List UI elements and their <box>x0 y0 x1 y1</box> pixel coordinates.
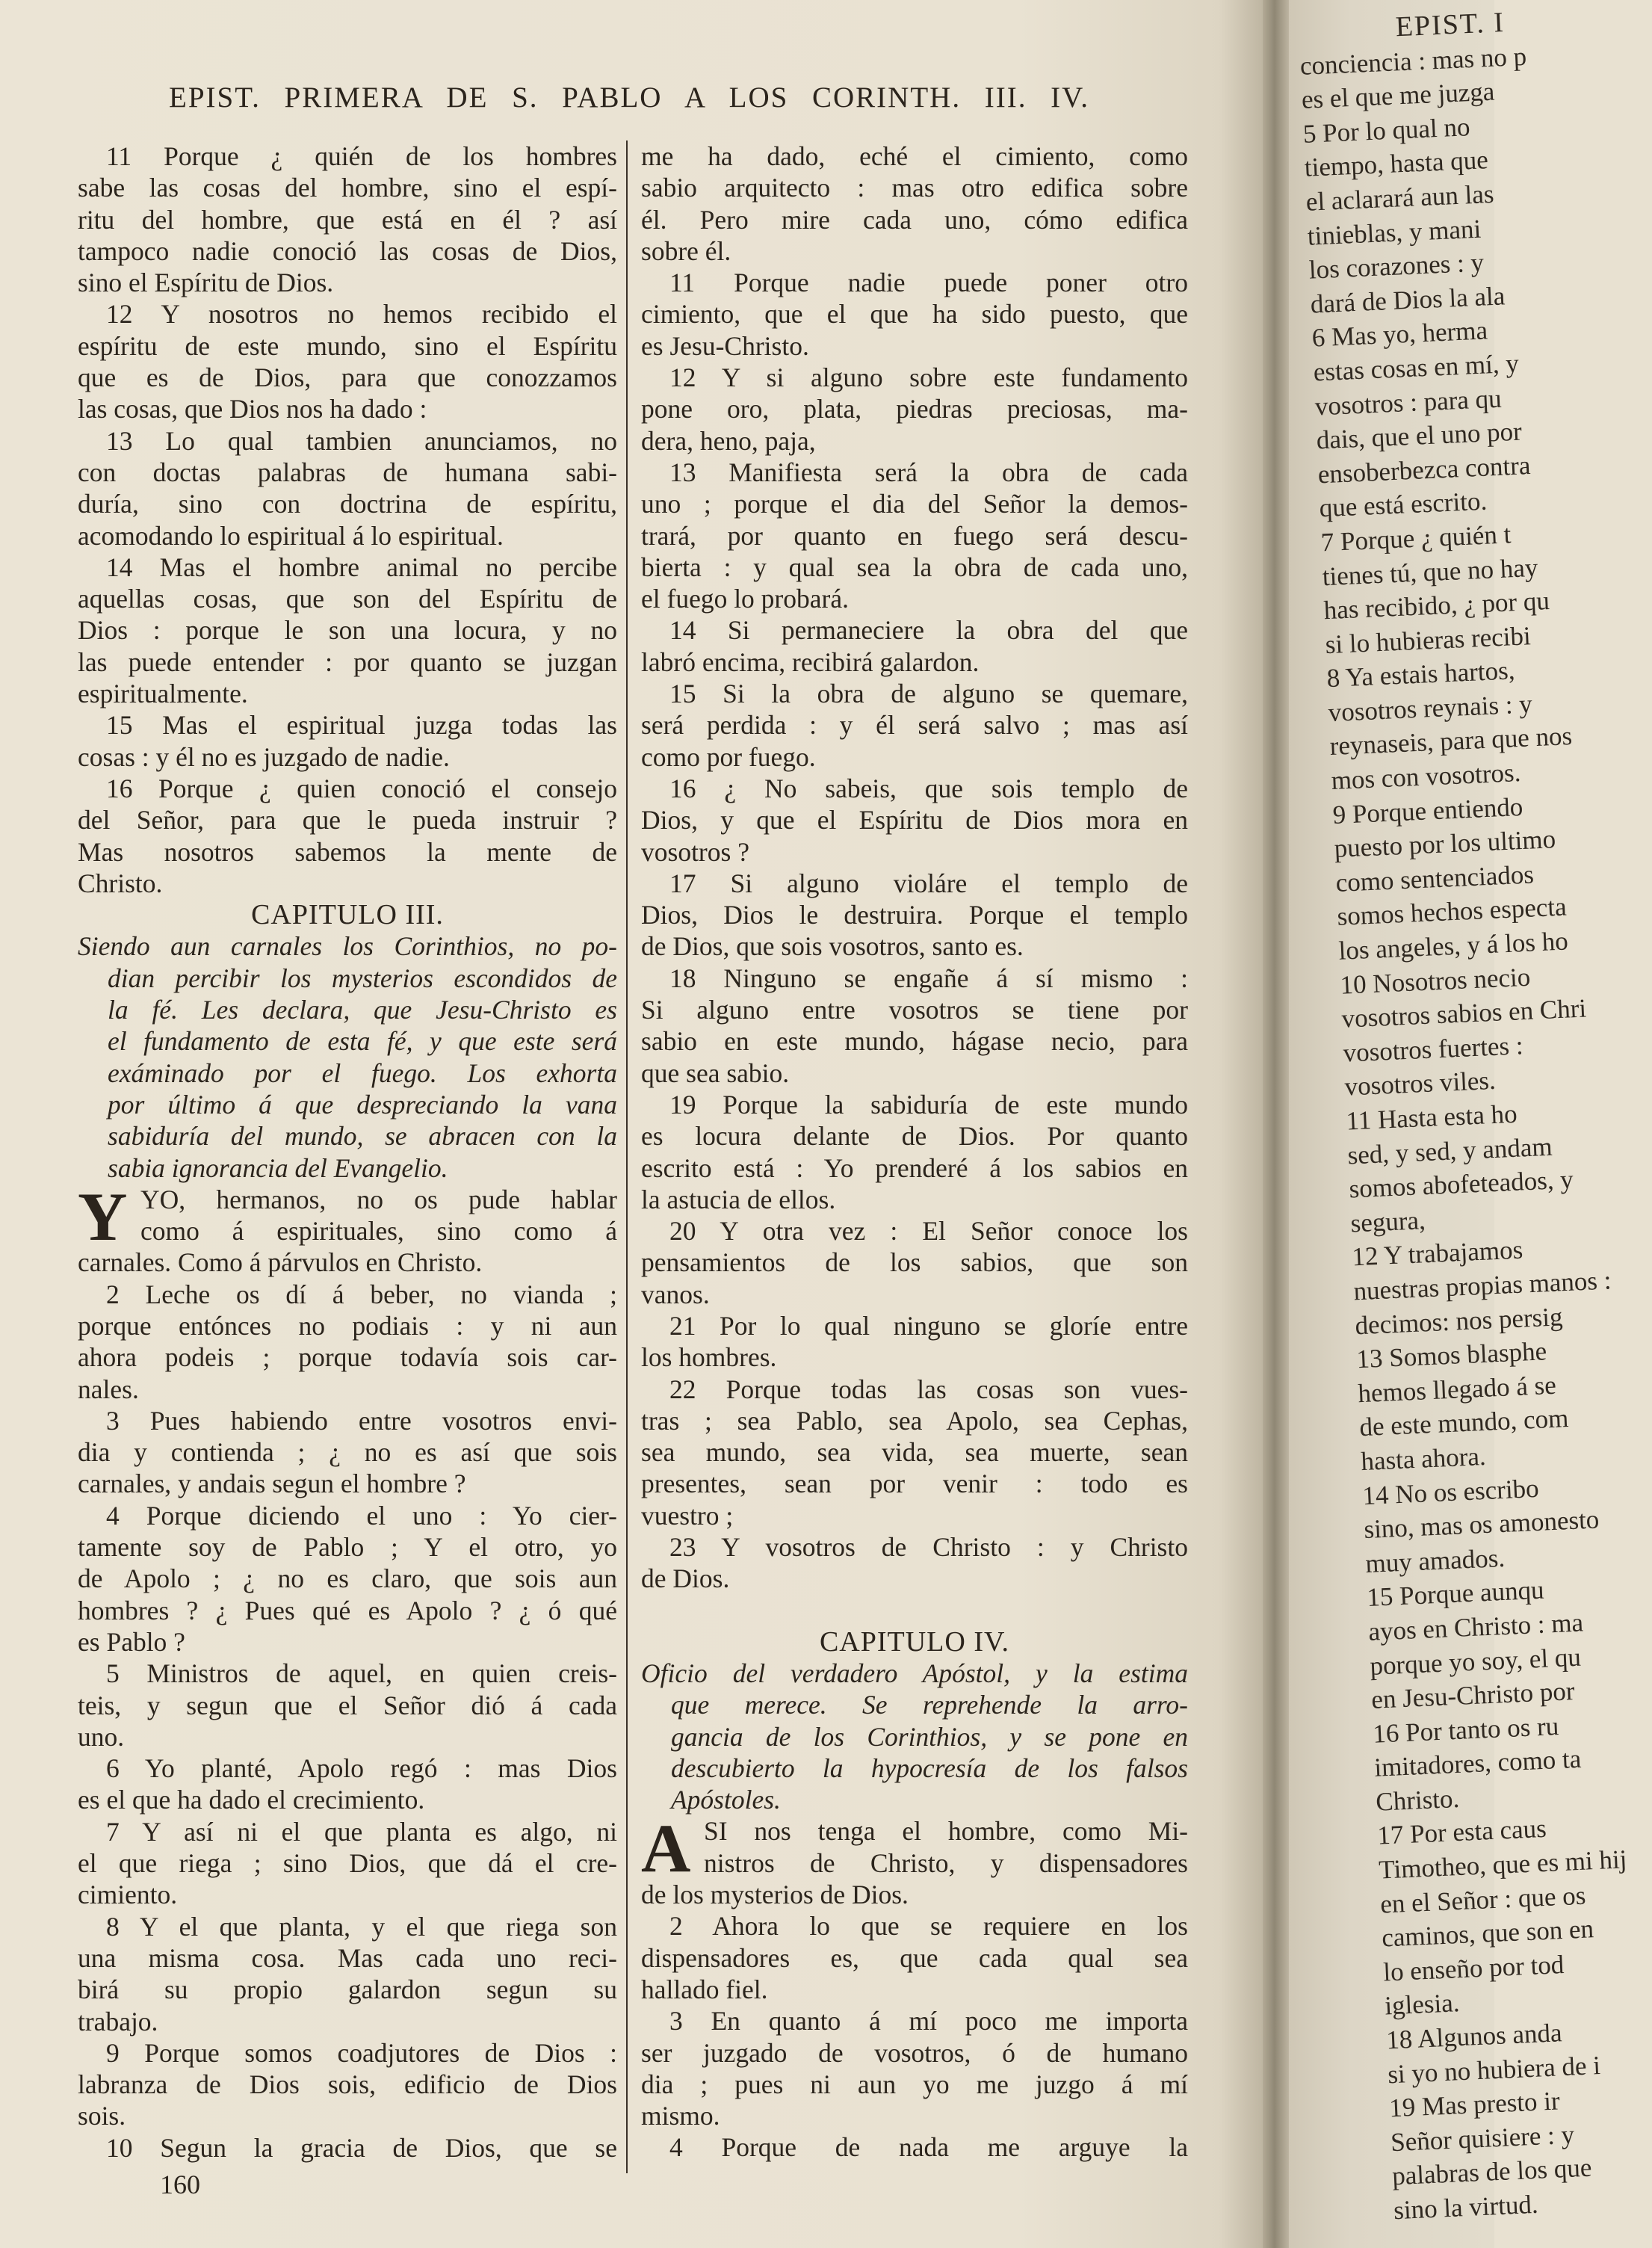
text-line: en el Señor : que os <box>1379 1880 1587 1919</box>
text-line: pone oro, plata, piedras preciosas, ma- <box>641 394 1188 424</box>
right-text-column <box>641 140 1188 2164</box>
verse <box>641 1089 1188 1215</box>
text-line: las puede entender : por quanto se juzgan <box>78 646 617 677</box>
text-line: hallado fiel. <box>641 1974 768 2004</box>
verse <box>78 1911 617 2037</box>
text-line: trabajo. <box>78 2006 158 2037</box>
text-line: hasta ahora. <box>1360 1441 1487 1477</box>
text-line: de este mundo, com <box>1358 1404 1570 1442</box>
text-line: bierta : y qual sea la obra de cada uno, <box>641 552 1188 582</box>
verse <box>78 1816 617 1911</box>
text-line: 2 Ahora lo que se requiere en los <box>669 1911 1188 1942</box>
text-line: decimos: nos persig <box>1354 1301 1564 1340</box>
text-line: es Pablo ? <box>78 1626 185 1657</box>
text-line: Christo. <box>1375 1783 1460 1817</box>
verse <box>78 552 617 709</box>
text-line: 12 Y si alguno sobre este fundamento <box>669 362 1188 393</box>
verse <box>641 868 1188 963</box>
verse <box>78 1658 617 1753</box>
text-line: ahora podeis ; porque todavía sois car- <box>78 1342 617 1373</box>
text-line: 4 Porque diciendo el uno : Yo cier- <box>106 1500 617 1531</box>
text-line: vosotros fuertes : <box>1342 1030 1524 1068</box>
drop-cap: A <box>641 1810 691 1887</box>
text-line: presentes, sean por venir : todo es <box>641 1469 1188 1499</box>
text-line: nistros de Christo, y dispensadores <box>704 1847 1188 1878</box>
text-line: los corazones : y <box>1308 247 1485 285</box>
text-line: 7 Y así ni el que planta es algo, ni <box>106 1816 617 1847</box>
text-line: trará, por quanto en fuego será descu- <box>641 520 1188 551</box>
text-line: 14 No os escribo <box>1361 1473 1540 1510</box>
text-line: tras ; sea Pablo, sea Apolo, sea Cephas, <box>641 1405 1188 1436</box>
page-number: 160 <box>160 2170 200 2199</box>
text-line: de los mysterios de Dios. <box>641 1880 909 1910</box>
text-line: Mas nosotros sabemos la mente de <box>78 836 617 867</box>
text-line: teis, y segun que el Señor dió á cada <box>78 1690 617 1720</box>
text-line: 19 Mas presto ir <box>1388 2086 1561 2123</box>
verse <box>78 709 617 773</box>
text-line: la astucia de ellos. <box>641 1184 836 1214</box>
text-line: sabe las cosas del hombre, sino el espí- <box>78 173 617 203</box>
verse <box>78 2037 617 2132</box>
text-line: labró encima, recibirá galardon. <box>641 646 980 677</box>
verse <box>78 773 617 899</box>
text-line: 20 Y otra vez : El Señor conoce los <box>669 1216 1188 1247</box>
text-line: Apóstoles. <box>671 1785 781 1815</box>
text-line: la fé. Les declara, que Jesu-Christo es <box>108 995 617 1025</box>
text-line: 21 Por lo qual ninguno se gloríe entre <box>669 1310 1188 1341</box>
verse <box>641 1531 1188 1595</box>
text-line: de Dios, que sois vosotros, santo es. <box>641 931 1024 962</box>
text-line: 8 Ya estais hartos, <box>1325 655 1516 694</box>
text-line: 3 Pues habiendo entre vosotros envi- <box>106 1405 617 1436</box>
text-line: porque yo soy, el qu <box>1369 1642 1582 1681</box>
text-line: vosotros : para qu <box>1314 383 1503 422</box>
text-line: sea mundo, sea vida, sea muerte, sean <box>641 1437 1188 1468</box>
text-line: mos con vosotros. <box>1330 758 1522 796</box>
text-line: es locura delante de Dios. Por quanto <box>641 1121 1188 1152</box>
text-line: si lo hubieras recibi <box>1324 620 1532 659</box>
text-line: ritu del hombre, que está en él ? así <box>78 204 617 235</box>
text-line: muy amados. <box>1364 1543 1506 1578</box>
text-line: 8 Y el que planta, y el que riega son <box>106 1911 617 1942</box>
text-line: dais, que el uno por <box>1315 416 1523 455</box>
chapter-summary <box>78 930 617 1183</box>
verse <box>78 298 617 424</box>
verse <box>78 425 617 552</box>
verse <box>641 614 1188 678</box>
text-line: somos abofeteados, y <box>1348 1164 1574 1204</box>
text-line: sabia ignorancia del Evangelio. <box>108 1152 448 1183</box>
verse <box>641 963 1188 1089</box>
text-line: tinieblas, y mani <box>1307 214 1482 251</box>
text-line: birá su propio galardon segun su <box>78 1974 617 2005</box>
verse <box>641 1374 1188 1531</box>
verse <box>78 1753 617 1816</box>
text-line: Si alguno entre vosotros se tiene por <box>641 995 1188 1025</box>
verse <box>641 267 1188 362</box>
text-line: Oficio del verdadero Apóstol, y la estima <box>641 1658 1188 1688</box>
text-line: que está escrito. <box>1318 486 1488 523</box>
text-line: 23 Y vosotros de Christo : y Christo <box>669 1532 1188 1563</box>
text-line: sois. <box>78 2101 126 2131</box>
text-line: tienes tú, que no hay <box>1321 552 1539 591</box>
text-line: segura, <box>1349 1205 1426 1238</box>
text-line: 5 Ministros de aquel, en quien creis- <box>106 1658 617 1689</box>
text-line: vosotros ? <box>641 836 749 867</box>
chapter-opening <box>78 1178 617 1279</box>
text-line: ser juzgado de vosotros, ó de humano <box>641 2037 1188 2068</box>
text-line: como sentenciados <box>1334 859 1535 898</box>
text-line: Timotheo, que es mi hij <box>1378 1844 1628 1885</box>
text-line: dará de Dios la ala <box>1310 281 1506 319</box>
verse <box>641 2131 1188 2163</box>
text-line: por último á que despreciando la vana <box>108 1089 617 1120</box>
text-line: dia y contienda ; ¿ no es así que sois <box>78 1437 617 1468</box>
text-line: como á espirituales, sino como á <box>140 1216 617 1247</box>
text-line: lo enseño por tod <box>1382 1949 1565 1987</box>
text-line: puesto por los ultimo <box>1333 824 1556 864</box>
text-line: sino el Espíritu de Dios. <box>78 268 334 298</box>
text-line: exáminado por el fuego. Los exhorta <box>108 1057 617 1088</box>
text-line: 11 Porque nadie puede poner otro <box>669 268 1188 298</box>
text-line: conciencia : mas no p <box>1299 41 1527 81</box>
text-line: los hombres. <box>641 1342 777 1373</box>
verse <box>78 1500 617 1658</box>
text-line: aquellas cosas, que son del Espíritu de <box>78 584 617 614</box>
verse <box>78 2132 617 2164</box>
text-line: el aclarará aun las <box>1305 179 1495 217</box>
verse <box>641 140 1188 267</box>
text-line: carnales. Como á párvulos en Christo. <box>78 1247 483 1278</box>
text-line: las cosas, que Dios nos ha dado : <box>78 394 427 424</box>
verse <box>641 1310 1188 1374</box>
text-line: de Apolo ; ¿ no es claro, que sois aun <box>78 1563 617 1594</box>
left-text-column <box>78 140 617 2164</box>
text-line: tamente soy de Pablo ; Y el otro, yo <box>78 1532 617 1563</box>
text-line: él. Pero mire cada uno, cómo edifica <box>641 204 1188 235</box>
text-line: el fuego lo probará. <box>641 584 849 614</box>
text-line: es Jesu-Christo. <box>641 330 809 361</box>
text-line: caminos, que son en <box>1381 1914 1594 1953</box>
text-line: sabio arquitecto : mas otro edifica sobre <box>641 173 1188 203</box>
text-line: carnales, y andais segun el hombre ? <box>78 1469 466 1499</box>
text-line: 14 Mas el hombre animal no percibe <box>106 552 617 582</box>
text-line: descubierto la hypocresía de los falsos <box>671 1753 1188 1783</box>
text-line: ensoberbezca contra <box>1317 450 1532 490</box>
text-line: tampoco nadie conoció las cosas de Dios, <box>78 235 617 266</box>
text-line: 22 Porque todas las cosas son vues- <box>669 1374 1188 1404</box>
text-line: que sea sabio. <box>641 1057 790 1088</box>
text-line: sino la virtud. <box>1393 2189 1539 2226</box>
running-title: EPIST. PRIMERA DE S. PABLO A LOS CORINTH. III. IV. <box>169 81 1089 114</box>
text-line: 13 Manifiesta será la obra de cada <box>669 457 1188 487</box>
text-line: dian percibir los mysterios escondidos de <box>108 963 617 993</box>
verse <box>78 1279 617 1405</box>
text-line: 6 Yo planté, Apolo regó : mas Dios <box>106 1753 617 1784</box>
verse <box>641 362 1188 457</box>
text-line: Dios, Dios le destruira. Porque el templo <box>641 900 1188 930</box>
text-line: tiempo, hasta que <box>1304 145 1489 183</box>
text-line: será perdida : y él será salvo ; mas así <box>641 710 1188 741</box>
text-line: Dios : porque le son una locura, y no <box>78 615 617 646</box>
text-line: Christo. <box>78 868 163 898</box>
text-line: el que riega ; sino Dios, que dá el cre- <box>78 1848 617 1879</box>
text-line: Señor quisiere : y <box>1390 2119 1575 2158</box>
text-line: reynaseis, para que nos <box>1328 721 1573 762</box>
text-line: dispensadores es, que cada qual sea <box>641 1942 1188 1973</box>
facing-running-title: EPIST. I <box>1394 6 1506 43</box>
book-gutter <box>1263 0 1293 2248</box>
text-line: 11 Porque ¿ quién de los hombres <box>106 141 617 171</box>
text-line: duría, sino con doctrina de espíritu, <box>78 489 617 519</box>
facing-page <box>1289 0 1628 2248</box>
text-line: cimiento, que el que ha sido puesto, que <box>641 299 1188 330</box>
text-line: sed, y sed, y andam <box>1346 1131 1553 1170</box>
text-line: uno ; porque el dia del Señor la demos- <box>641 489 1188 519</box>
text-line: hombres ? ¿ Pues qué es Apolo ? ¿ ó qué <box>78 1595 617 1625</box>
text-line: 5 Por lo qual no <box>1302 111 1471 149</box>
text-line: gancia de los Corinthios, y se pone en <box>671 1721 1188 1752</box>
text-line: si yo no hubiera de i <box>1387 2050 1601 2089</box>
text-line: nuestras propias manos : <box>1352 1265 1612 1306</box>
text-line: es el que me juzga <box>1301 76 1496 115</box>
text-line: vanos. <box>641 1279 710 1309</box>
text-line: del Señor, para que le pueda instruir ? <box>78 805 617 836</box>
text-line: 14 Si permaneciere la obra del que <box>669 615 1188 646</box>
verse <box>641 773 1188 868</box>
text-line: vuestro ; <box>641 1500 734 1531</box>
text-line: 15 Porque aunqu <box>1366 1575 1545 1613</box>
text-line: 9 Porque entiendo <box>1331 791 1524 830</box>
text-line: has recibido, ¿ por qu <box>1322 586 1550 626</box>
text-line: 18 Algunos anda <box>1385 2018 1563 2055</box>
chapter-heading: CAPITULO IV. <box>819 1625 1010 1658</box>
text-line: 18 Ninguno se engañe á sí mismo : <box>669 963 1188 993</box>
text-line: 10 Segun la gracia de Dios, que se <box>106 2132 617 2163</box>
verse <box>641 457 1188 614</box>
text-line: sabiduría del mundo, se abracen con la <box>108 1121 617 1152</box>
chapter-opening <box>641 1810 1188 1910</box>
chapter-summary <box>641 1658 1188 1815</box>
text-line: 4 Porque de nada me arguye la <box>669 2132 1188 2163</box>
text-line: 2 Leche os dí á beber, no vianda ; <box>106 1279 617 1309</box>
text-line: 15 Mas el espiritual juzga todas las <box>106 710 617 741</box>
text-line: 9 Porque somos coadjutores de Dios : <box>106 2037 617 2068</box>
text-line: SI nos tenga el hombre, como Mi- <box>704 1816 1188 1847</box>
text-line: 16 Porque ¿ quien conoció el consejo <box>106 773 617 803</box>
text-line: somos hechos especta <box>1336 892 1568 932</box>
text-line: sabio en este mundo, hágase necio, para <box>641 1026 1188 1057</box>
text-line: en Jesu-Christo por <box>1370 1676 1576 1714</box>
text-line: ayos en Christo : ma <box>1367 1608 1584 1646</box>
text-line: iglesia. <box>1384 1988 1461 2021</box>
text-line: acomodando lo espiritual á lo espiritual. <box>78 520 504 551</box>
verse <box>641 1215 1188 1310</box>
text-line: que merece. Se reprehende la arro- <box>671 1690 1188 1720</box>
verse <box>78 1405 617 1500</box>
text-line: 17 Por esta caus <box>1376 1814 1547 1851</box>
text-line: con doctas palabras de humana sabi- <box>78 457 617 487</box>
text-line: imitadores, como ta <box>1373 1744 1583 1783</box>
text-line: 16 Por tanto os ru <box>1372 1711 1559 1749</box>
text-line: 19 Porque la sabiduría de este mundo <box>669 1089 1188 1120</box>
text-line: 13 Lo qual tambien anunciamos, no <box>106 425 617 456</box>
text-line: dera, heno, paja, <box>641 425 816 456</box>
text-line: que es de Dios, para que conozzamos <box>78 362 617 393</box>
text-line: espiritualmente. <box>78 679 248 709</box>
text-line: porque entónces no podiais : y ni aun <box>78 1310 617 1341</box>
text-line: los angeles, y á los ho <box>1337 926 1569 966</box>
text-line: labranza de Dios sois, edificio de Dios <box>78 2069 617 2100</box>
text-line: como por fuego. <box>641 741 816 772</box>
text-line: 7 Porque ¿ quién t <box>1320 519 1512 558</box>
column-divider <box>626 140 628 2173</box>
text-line: es el que ha dado el crecimiento. <box>78 1785 425 1815</box>
verse <box>641 1910 1188 2005</box>
text-line: mismo. <box>641 2101 720 2131</box>
text-line: pensamientos de los sabios, que son <box>641 1247 1188 1278</box>
text-line: hemos llegado á se <box>1357 1370 1557 1408</box>
text-line: nales. <box>78 1374 139 1404</box>
verse <box>641 2005 1188 2131</box>
text-line: 10 Nosotros necio <box>1339 962 1531 1000</box>
text-line: dia ; pues ni aun yo me juzgo á mí <box>641 2069 1188 2099</box>
text-line: vosotros reynais : y <box>1327 689 1533 727</box>
text-line: YO, hermanos, no os pude hablar <box>140 1184 617 1214</box>
verse <box>78 140 617 298</box>
text-line: el fundamento de esta fé, y que este será <box>108 1026 617 1057</box>
chapter-heading: CAPITULO III. <box>251 899 444 931</box>
text-line: 16 ¿ No sabeis, que sois templo de <box>669 773 1188 803</box>
text-line: cimiento. <box>78 1880 178 1910</box>
text-line: 3 En quanto á mí poco me importa <box>669 2006 1188 2037</box>
facing-page-text <box>1298 4 1652 2228</box>
drop-cap: Y <box>78 1178 128 1255</box>
text-line: cosas : y él no es juzgado de nadie. <box>78 741 450 772</box>
text-line: 6 Mas yo, herma <box>1311 315 1488 353</box>
text-line: sobre él. <box>641 235 731 266</box>
text-line: Siendo aun carnales los Corinthios, no po- <box>78 931 617 962</box>
text-line: me ha dado, eché el cimiento, como <box>641 141 1188 171</box>
verse <box>641 678 1188 773</box>
text-line: sino, mas os amonesto <box>1363 1504 1600 1545</box>
text-line: una misma cosa. Mas cada uno reci- <box>78 1942 617 1973</box>
text-line: vosotros sabios en Chri <box>1340 993 1587 1034</box>
text-line: Dios, y que el Espíritu de Dios mora en <box>641 805 1188 836</box>
text-line: vosotros viles. <box>1343 1066 1497 1102</box>
text-line: estas cosas en mí, y <box>1313 348 1520 387</box>
text-line: 13 Somos blasphe <box>1355 1336 1547 1374</box>
text-line: 11 Hasta esta ho <box>1345 1099 1518 1136</box>
text-line: espíritu de este mundo, sino el Espíritu <box>78 330 617 361</box>
text-line: uno. <box>78 1721 125 1752</box>
text-line: escrito está : Yo prenderé á los sabios en <box>641 1152 1188 1183</box>
text-line: 12 Y nosotros no hemos recibido el <box>106 299 617 330</box>
text-line: 12 Y trabajamos <box>1351 1235 1523 1272</box>
text-line: de Dios. <box>641 1563 730 1594</box>
text-line: 15 Si la obra de alguno se quemare, <box>669 679 1188 709</box>
text-line: 17 Si alguno violáre el templo de <box>669 868 1188 898</box>
text-line: palabras de los que <box>1391 2153 1593 2191</box>
